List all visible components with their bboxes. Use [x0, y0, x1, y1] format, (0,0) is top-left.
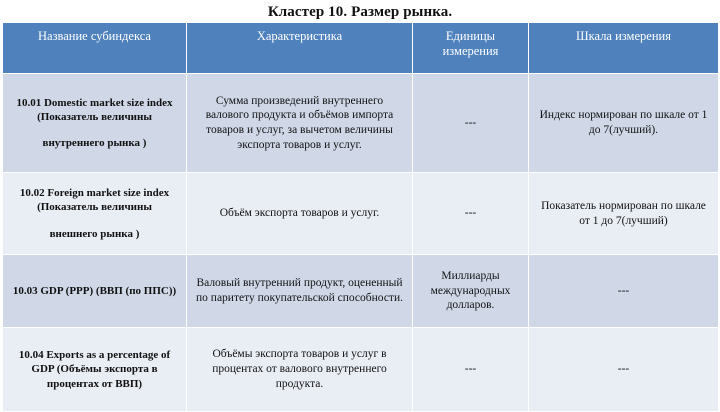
subindex-name-cell: 10.04 Exports as a percentage of GDP (Объёмы экспорта в процентах от ВВП) — [3, 328, 187, 412]
subindex-name: 10.02 Foreign market size index (Показатель величины — [19, 187, 170, 214]
subindex-name-cont: внешнего рынка ) — [49, 227, 140, 240]
units-cell: --- — [413, 173, 529, 255]
characteristic-cell: Валовый внутренний продукт, оцененный по паритету покупательской способности. — [187, 255, 413, 328]
subindex-name-cell — [3, 74, 187, 173]
characteristic-cell: Объём экспорта товаров и услуг. — [187, 173, 413, 255]
units-cell: --- — [413, 328, 529, 412]
subindex-name-cont: внутреннего рынка ) — [42, 137, 147, 150]
units-cell: --- — [413, 74, 529, 173]
header-subindex-name: Название субиндекса — [3, 23, 187, 74]
subindex-table — [2, 22, 719, 412]
subindex-name-cell — [3, 173, 187, 255]
characteristic-cell: Объёмы экспорта товаров и услуг в процентах от валового внутреннего продукта. — [187, 328, 413, 412]
page-title: Кластер 10. Размер рынка. — [267, 4, 453, 20]
scale-cell: Показатель нормирован по шкале от 1 до 7(лучший) — [529, 173, 719, 255]
header-characteristic: Характеристика — [187, 23, 413, 74]
table-row — [3, 255, 719, 328]
table-row — [3, 74, 719, 173]
scale-cell: Индекс нормирован по шкале от 1 до 7(лучший). — [529, 74, 719, 173]
scale-cell: --- — [529, 328, 719, 412]
subindex-name: 10.01 Domestic market size index (Показатель величины — [16, 96, 173, 123]
characteristic-cell: Сумма произведений внутреннего валового продукта и объёмов импорта товаров и услуг, за вычетом величины экспорта товаров и услуг. — [187, 74, 413, 173]
scale-cell: --- — [529, 255, 719, 328]
header-units: Единицы измерения — [413, 23, 529, 74]
subindex-name-cell: 10.03 GDP (PPP) (ВВП (по ППС)) — [3, 255, 187, 328]
header-row — [3, 23, 719, 74]
table-row — [3, 173, 719, 255]
table-row — [3, 328, 719, 412]
header-scale: Шкала измерения — [529, 23, 719, 74]
units-cell: Миллиарды международных долларов. — [413, 255, 529, 328]
